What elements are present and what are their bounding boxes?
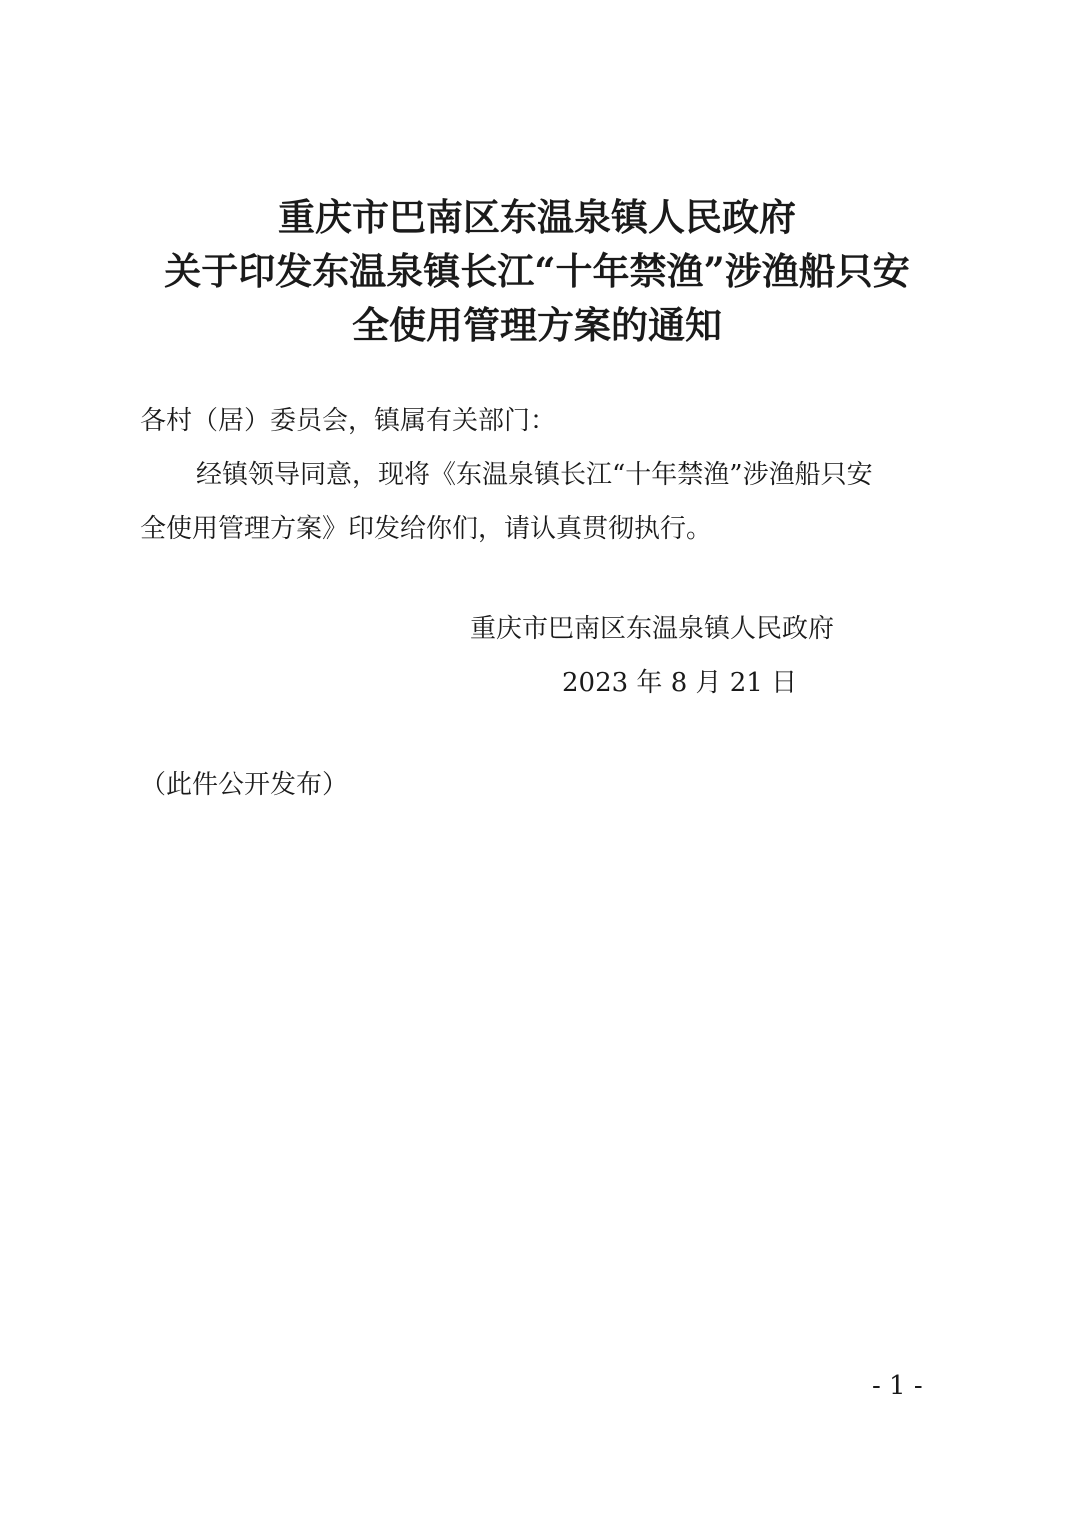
title-line-1: 重庆市巴南区东温泉镇人民政府 — [278, 195, 796, 239]
issuing-authority: 重庆市巴南区东温泉镇人民政府 — [470, 614, 835, 644]
body-paragraph-line-1: 经镇领导同意，现将《东温泉镇长江“十年禁渔”涉渔船只安 — [196, 460, 873, 490]
document-title — [0, 190, 1074, 352]
page-number: - 1 - — [872, 1371, 923, 1401]
issue-date: 2023 年 8 月 21 日 — [562, 668, 798, 698]
body-paragraph-line-2: 全使用管理方案》印发给你们，请认真贯彻执行。 — [140, 514, 713, 544]
title-line-3: 全使用管理方案的通知 — [352, 303, 722, 347]
salutation: 各村（居）委员会，镇属有关部门： — [140, 406, 557, 436]
title-line-2: 关于印发东温泉镇长江“十年禁渔”涉渔船只安 — [164, 249, 910, 293]
release-note: （此件公开发布） — [140, 770, 349, 800]
